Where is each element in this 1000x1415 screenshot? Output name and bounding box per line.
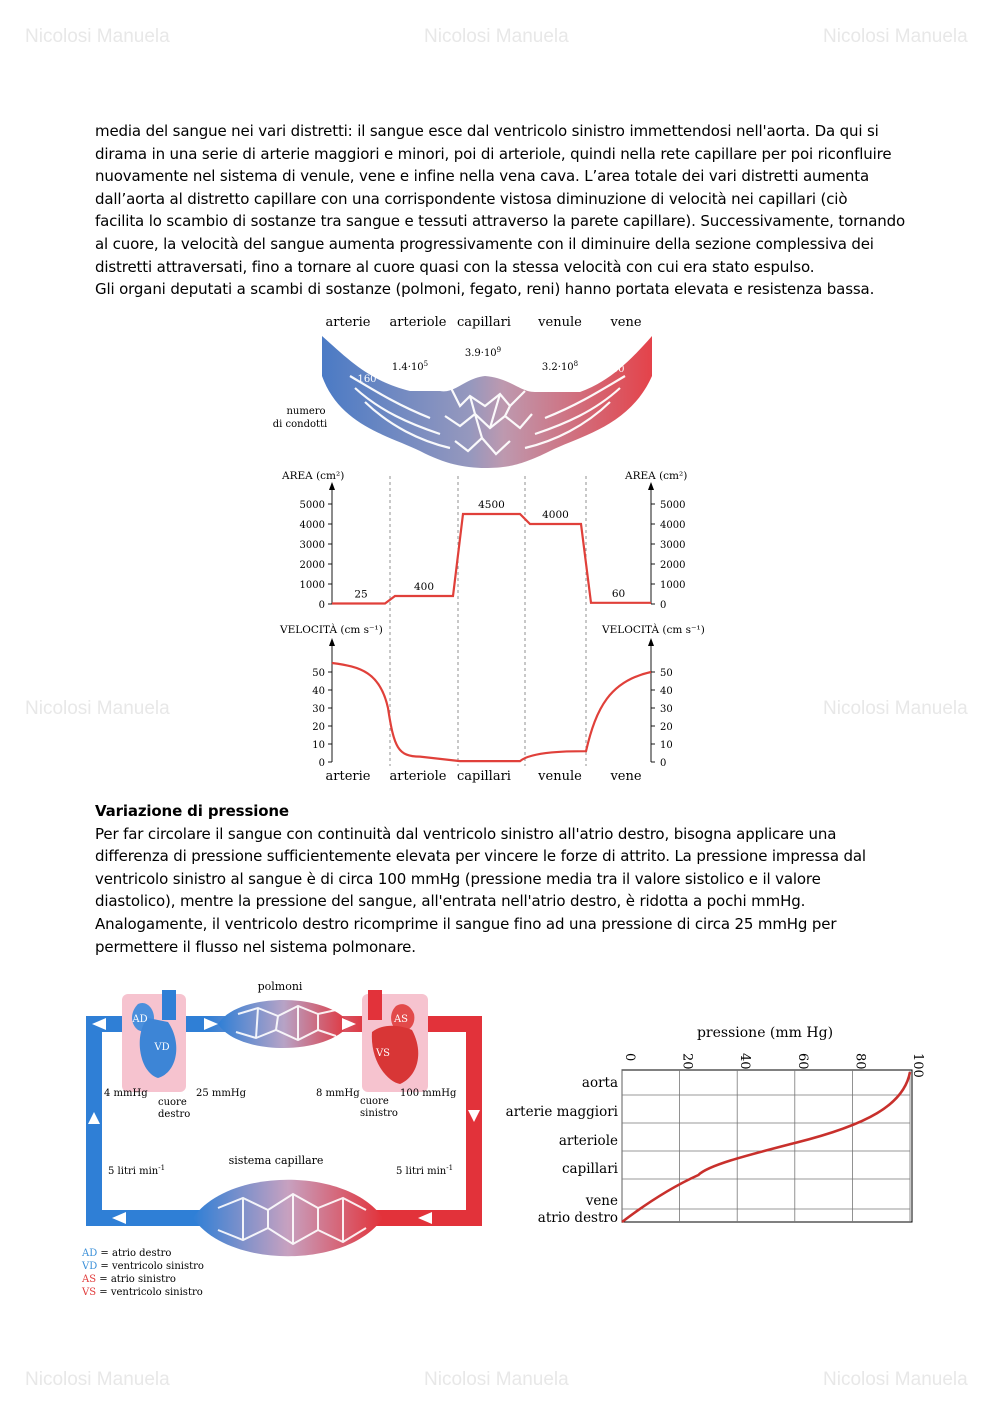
text-line: distretti attraversati, fino a tornare al cuore quasi con la stessa velocità con cui era stato espulso. (95, 257, 815, 276)
tick-label: 80 (852, 1053, 868, 1070)
tick-label: 1000 (660, 580, 686, 591)
text-line: dall’aorta al distretto capillare con una corrispondente vistosa diminuzione di velocità nei capillari (ciò (95, 189, 848, 208)
legend-abbr: VS (82, 1287, 97, 1298)
count-label: numero (286, 406, 326, 417)
tick-label: 40 (737, 1053, 753, 1070)
tick-label: 2000 (299, 560, 325, 571)
count-value: $1.4\cdot 10^5$ (391, 360, 429, 373)
tick-label: 1000 (299, 580, 325, 591)
row-label: arteriole (558, 1133, 618, 1149)
circulation-diagram (78, 972, 493, 1302)
watermark: Nicolosi Manuela (424, 26, 569, 47)
text-line: media del sangue nei vari distretti: il sangue esce dal ventricolo sinistro immettendosi nell'aorta. Da qui si (95, 122, 879, 140)
pressure-grid (622, 1070, 910, 1222)
heart-label: destro (158, 1109, 191, 1120)
lungs (218, 1000, 350, 1048)
col-footer: venule (538, 769, 582, 784)
watermark: Nicolosi Manuela (823, 698, 968, 719)
velocity-ticks (312, 668, 672, 769)
count-value: $3.9\cdot 10^9$ (464, 346, 502, 359)
pressure-label: 100 mmHg (400, 1088, 457, 1099)
col-footer: vene (610, 769, 642, 784)
text-line: al cuore, la velocità del sangue aumenta progressivamente con il diminuire della sezione complessiva dei (95, 234, 874, 253)
legend-item: AD = atrio destro (82, 1248, 172, 1259)
col-footer: capillari (457, 769, 511, 784)
velocity-axis-title-right: VELOCITÀ (cm s⁻¹) (602, 624, 705, 636)
tick-label: 4000 (660, 520, 686, 531)
col-footer: arterie (325, 769, 371, 784)
capillary-label: sistema capillare (228, 1154, 324, 1167)
col-header: capillari (457, 315, 511, 330)
legend (81, 1248, 204, 1298)
area-axis-title-right: AREA (cm²) (625, 470, 688, 482)
tick-label: 2000 (660, 560, 686, 571)
col-header: vene (610, 315, 642, 330)
capillary-bed (193, 1180, 383, 1257)
tick-label: 0 (660, 600, 667, 611)
row-label: atrio destro (537, 1210, 618, 1226)
pressure-chart (500, 1015, 925, 1230)
vd-label: VD (154, 1042, 170, 1053)
tick-label: 50 (312, 668, 325, 679)
col-header: arterie (325, 315, 371, 330)
text-line: facilita lo scambio di sostanze tra sangue e tessuti attraverso la parete capillare). Successivamente, tornando (95, 212, 906, 231)
velocity-series-line (332, 663, 651, 761)
tick-label: 10 (312, 740, 325, 751)
tick-label: 5000 (660, 500, 686, 511)
text-line: dirama in una serie di arterie maggiori e minori, poi di arteriole, quindi nella rete capillare per poi riconfluire (95, 144, 892, 163)
legend-item: VD = ventricolo sinistro (82, 1261, 204, 1272)
heart-label: cuore (158, 1097, 187, 1108)
col-footer: arteriole (389, 769, 447, 784)
area-series-line (332, 514, 651, 604)
count-value: 160 (357, 374, 377, 385)
tick-label: 100 (910, 1053, 925, 1078)
pressure-label: 25 mmHg (196, 1088, 246, 1099)
tick-label: 3000 (660, 540, 686, 551)
col-header: arteriole (389, 315, 447, 330)
as-label: AS (393, 1014, 409, 1025)
area-axis-title-left: AREA (cm²) (282, 470, 345, 482)
text-line: nuovamente nel sistema di venule, vene e infine nella vena cava. L’area totale dei vari distretti aumenta (95, 167, 870, 186)
vs-label: VS (375, 1048, 391, 1059)
pressure-curve (622, 1072, 910, 1222)
tick-label: 50 (660, 668, 673, 679)
text-line: Gli organi deputati a scambi di sostanze (polmoni, fegato, reni) hanno portata elevata e resistenza bassa. (95, 280, 875, 299)
watermark: Nicolosi Manuela (823, 1369, 968, 1390)
tick-label: 0 (318, 600, 325, 611)
count-value: $3.2\cdot 10^8$ (541, 360, 579, 373)
row-label: capillari (561, 1161, 618, 1177)
col-header: venule (538, 315, 582, 330)
text-line: Per far circolare il sangue con continuità dal ventricolo sinistro all'atrio destro, bisogna applicare una (95, 824, 837, 843)
flow-label: 5 litri $\min^{-1}$ (396, 1164, 454, 1177)
text-line: ventricolo sinistro al sangue è di circa 100 mmHg (pressione media tra il valore sistolico e il valore (95, 869, 821, 888)
tick-label: 20 (312, 722, 325, 733)
tick-label: 30 (660, 704, 673, 715)
area-data-label: 60 (611, 587, 626, 600)
area-data-label: 4000 (542, 509, 569, 521)
vessel-area-velocity-figure (270, 306, 720, 788)
watermark: Nicolosi Manuela (25, 698, 170, 719)
tick-label: 0 (622, 1053, 637, 1062)
heart-label: sinistro (360, 1108, 398, 1119)
text-line: differenza di pressione sufficientemente elevata per vincere le forze di attrito. La pressione impressa dal (95, 847, 866, 866)
text-line: diastolico), mentre la pressione del sangue, all'entrata nell'atrio destro, è ridotta a pochi mmHg. (95, 892, 806, 911)
ad-label: AD (132, 1014, 148, 1025)
legend-item: AS = atrio sinistro (82, 1274, 176, 1285)
tick-label: 40 (312, 686, 325, 697)
pressure-ticks (622, 1053, 925, 1078)
watermark: Nicolosi Manuela (424, 1369, 569, 1390)
flow-label: 5 litri $\min^{-1}$ (108, 1164, 166, 1177)
count-value: 200 (605, 364, 625, 375)
watermark: Nicolosi Manuela (25, 26, 170, 47)
section-heading: Variazione di pressione (95, 802, 289, 820)
legend-abbr: AD (82, 1248, 98, 1259)
count-label: di condotti (272, 419, 328, 430)
tick-label: 40 (660, 686, 673, 697)
tick-label: 30 (312, 704, 325, 715)
tick-label: 5000 (299, 500, 325, 511)
pressure-label: 8 mmHg (316, 1088, 360, 1099)
area-data-label: 25 (354, 588, 368, 601)
pressure-row-labels (506, 1075, 619, 1226)
tick-label: 0 (660, 758, 667, 769)
lungs-label: polmoni (257, 980, 303, 993)
tick-label: 4000 (299, 520, 325, 531)
tick-label: 20 (679, 1053, 695, 1070)
pressure-label: 4 mmHg (104, 1088, 148, 1099)
area-data-label: 4500 (478, 499, 505, 511)
heart-label: cuore (360, 1096, 389, 1107)
pressure-chart-title: pressione (mm Hg) (696, 1025, 834, 1041)
area-data-label: 400 (413, 581, 435, 593)
watermark: Nicolosi Manuela (823, 26, 968, 47)
tick-label: 0 (318, 758, 325, 769)
tick-label: 60 (794, 1053, 810, 1070)
tick-label: 3000 (299, 540, 325, 551)
row-label: aorta (581, 1075, 618, 1091)
intro-paragraph (95, 120, 915, 301)
legend-abbr: VD (82, 1261, 98, 1272)
legend-item: VS = ventricolo sinistro (82, 1287, 203, 1298)
velocity-axis-title-left: VELOCITÀ (cm s⁻¹) (280, 624, 383, 636)
text-line: Analogamente, il ventricolo destro ricomprime il sangue fino ad una pressione di circa 25 mmHg per (95, 914, 837, 933)
row-label: vene (585, 1193, 618, 1209)
text-line: permettere il flusso nel sistema polmonare. (95, 937, 416, 956)
tick-label: 20 (660, 722, 673, 733)
pressure-section (95, 800, 915, 958)
watermark: Nicolosi Manuela (25, 1369, 170, 1390)
legend-abbr: AS (82, 1274, 97, 1285)
row-label: arterie maggiori (505, 1104, 618, 1120)
tick-label: 10 (660, 740, 673, 751)
